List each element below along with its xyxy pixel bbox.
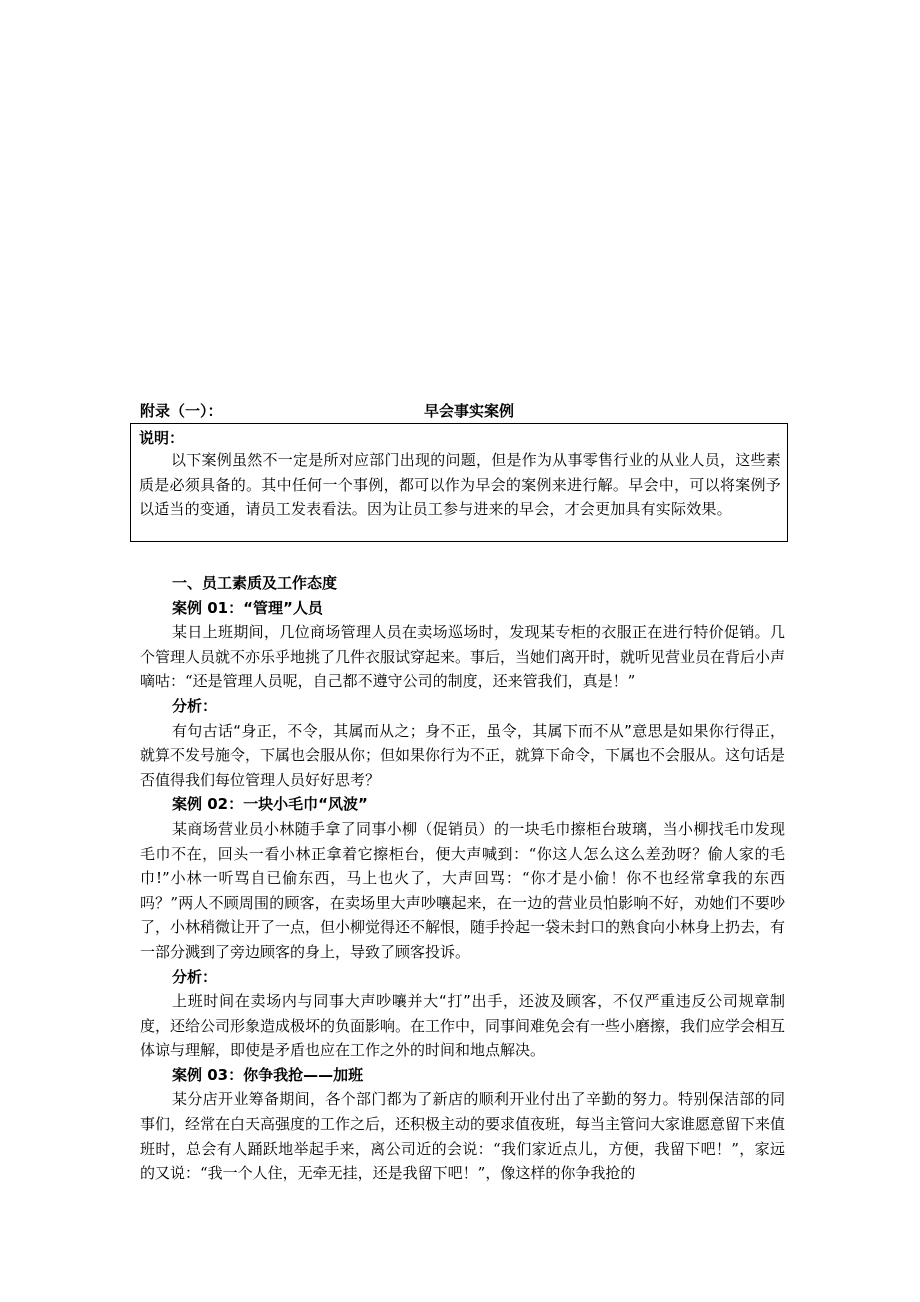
case-content xyxy=(140,571,785,1186)
explanation-text: 以下案例虽然不一定是所对应部门出现的问题，但是作为从事零售行业的从业人员，这些素质是必须具备的。其中任何一个事例，都可以作为早会的案例来进行解。早会中，可以将案例予以适当的变通，请员工发表看法。因为让员工参与进来的早会，才会更加具有实际效果。 xyxy=(139,451,781,518)
case-03-title: 案例 03：你争我抢——加班 xyxy=(172,1065,364,1084)
case-02-analysis-label: 分析： xyxy=(172,967,218,986)
case-01-body: 某日上班期间，几位商场管理人员在卖场巡场时，发现某专柜的衣服正在进行特价促销。几个管理人员就不亦乐乎地挑了几件衣服试穿起来。事后，当她们离开时，就听见营业员在背后小声嘀咕：“还是管理人员呢，自己都不遵守公司的制度，还来管我们，真是！” xyxy=(140,623,786,691)
case-01-analysis: 有句古话“身正，不令，其属而从之；身不正，虽令，其属下而不从”意思是如果你行得正，就算不发号施令，下属也会服从你；但如果你行为不正，就算下命令，下属也不会服从。这句话是否值得我们每位管理人员好好思考？ xyxy=(140,721,786,789)
case-01-title: 案例 01：“管理”人员 xyxy=(172,598,323,617)
appendix-header xyxy=(140,400,790,422)
explanation-box xyxy=(130,423,788,542)
case-03-body: 某分店开业筹备期间，各个部门都为了新店的顺利开业付出了辛勤的努力。特别保洁部的同事们，经常在白天高强度的工作之后，还积极主动的要求值夜班，每当主管问大家谁愿意留下来值班时，总会有人踊跃地举起手来，离公司近的会说：“我们家近点儿，方便，我留下吧！”，家远的又说：“我一个人住，无牵无挂，还是我留下吧！”，像这样的你争我抢的 xyxy=(140,1090,786,1183)
case-01-analysis-label: 分析： xyxy=(172,696,218,715)
case-02-analysis: 上班时间在卖场内与同事大声吵嚷并大“打”出手，还波及顾客，不仅严重违反公司规章制度，还给公司形象造成极坏的负面影响。在工作中，同事间难免会有一些小磨擦，我们应学会相互体谅与理解，即使是矛盾也应在工作之外的时间和地点解决。 xyxy=(140,992,786,1060)
case-02-body: 某商场营业员小林随手拿了同事小柳（促销员）的一块毛巾擦柜台玻璃，当小柳找毛巾发现毛巾不在，回头一看小林正拿着它擦柜台，便大声喊到：“你这人怎么这么差劲呀？偷人家的毛巾!”小林一听骂自已偷东西，马上也火了，大声回骂：“你才是小偷！你不也经常拿我的东西吗？”两人不顾周围的顾客，在卖场里大声吵嚷起来，在一边的营业员怕影响不好，劝她们不要吵了，小林稍微让开了一点，但小柳觉得还不解恨，随手拎起一袋未封口的熟食向小林身上扔去，有一部分溅到了旁边顾客的身上，导致了顾客投诉。 xyxy=(140,819,786,961)
appendix-label: 附录（一）： xyxy=(140,402,223,420)
case-02-title: 案例 02：一块小毛巾“风波” xyxy=(172,795,368,814)
section-title: 一、员工素质及工作态度 xyxy=(172,574,338,592)
explanation-title: 说明： xyxy=(139,429,185,447)
document-title: 早会事实案例 xyxy=(424,402,515,420)
